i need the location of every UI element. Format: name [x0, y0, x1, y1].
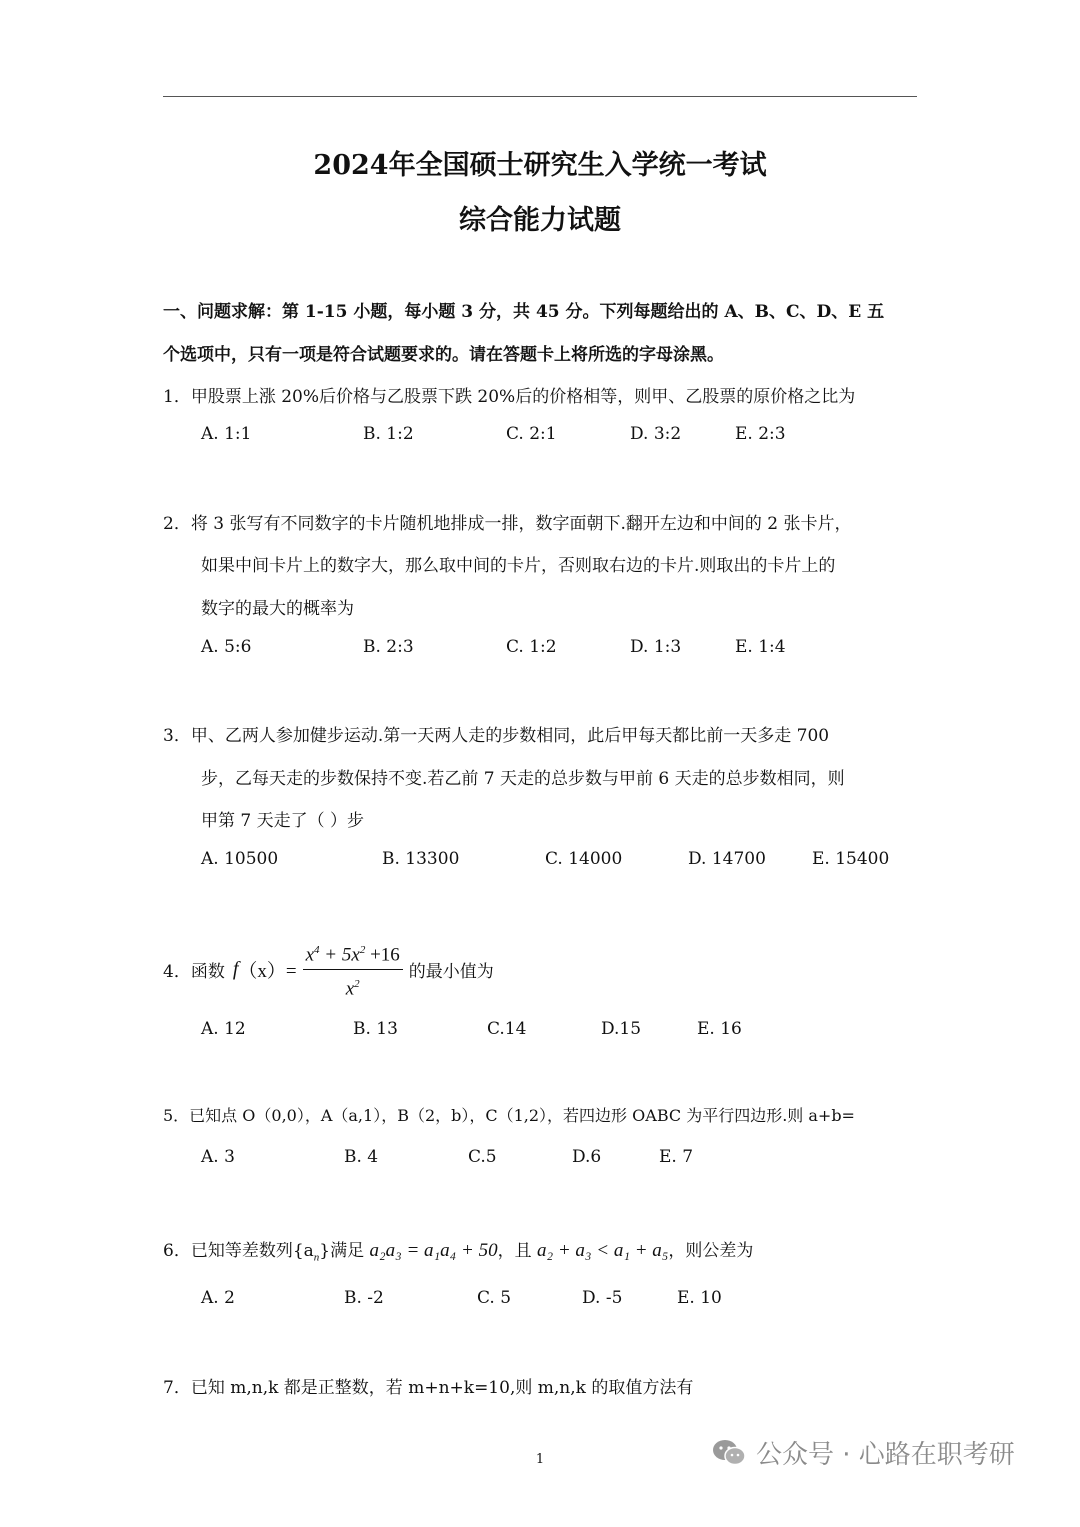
question-4-option-e: E. 16 [697, 1019, 742, 1039]
question-4-fraction [303, 936, 403, 1004]
question-1-option-d: D. 3:2 [630, 424, 682, 444]
question-5-option-c: C.5 [468, 1147, 497, 1167]
question-2-option-c: C. 1:2 [506, 637, 557, 657]
question-6-condition-2: a₂ + a₃ < a₁ + a₅ [537, 1240, 669, 1261]
question-4-text [163, 936, 494, 1004]
question-5-option-e: E. 7 [659, 1147, 694, 1167]
question-3-option-d: D. 14700 [688, 849, 766, 869]
question-6-option-d: D. -5 [582, 1288, 623, 1308]
question-5-option-d: D.6 [572, 1147, 602, 1167]
question-3-option-a: A. 10500 [201, 849, 279, 869]
question-4-numerator: $x^4 + 5x^2 +16$ [303, 936, 403, 970]
question-4-option-b: B. 13 [353, 1019, 398, 1039]
question-3-text-line3: 甲第 7 天走了（ ）步 [201, 811, 365, 831]
question-1-option-a: A. 1:1 [201, 424, 252, 444]
question-6-option-a: A. 2 [201, 1288, 235, 1308]
watermark [712, 1434, 1015, 1471]
question-3-option-b: B. 13300 [382, 849, 460, 869]
question-1-option-c: C. 2:1 [506, 424, 557, 444]
question-2-option-d: D. 1:3 [630, 637, 682, 657]
question-3-option-e: E. 15400 [812, 849, 890, 869]
question-4-function-arg: （x）= [238, 961, 297, 983]
question-2-option-e: E. 1:4 [735, 637, 786, 657]
question-6-suffix: ，则公差为 [668, 1241, 754, 1261]
question-4-suffix: 的最小值为 [408, 962, 494, 983]
question-6-option-c: C. 5 [477, 1288, 512, 1308]
header-rule [163, 96, 917, 97]
question-3-text-line1: 3．甲、乙两人参加健步运动.第一天两人走的步数相同，此后甲每天都比前一天多走 700 [163, 726, 830, 746]
question-4-option-a: A. 12 [201, 1019, 246, 1039]
question-6-option-e: E. 10 [677, 1288, 722, 1308]
watermark-text: 公众号 · 心路在职考研 [756, 1440, 1015, 1470]
question-1-option-b: B. 1:2 [363, 424, 414, 444]
question-2-text-line2: 如果中间卡片上的数字大，那么取中间的卡片，否则取右边的卡片.则取出的卡片上的 [201, 556, 836, 576]
question-7-text: 7．已知 m,n,k 都是正整数，若 m+n+k=10,则 m,n,k 的取值方法有 [163, 1378, 694, 1398]
question-1-option-e: E. 2:3 [735, 424, 786, 444]
section-instructions-line1: 一、问题求解：第 1-15 小题，每小题 3 分，共 45 分。下列每题给出的 A、B、C、D、E 五 [163, 302, 885, 322]
question-6-condition-1: a₂a₃ = a₁a₄ + 50 [369, 1240, 498, 1261]
question-6-option-b: B. -2 [344, 1288, 384, 1308]
question-1-text: 1．甲股票上涨 20%后价格与乙股票下跌 20%后的价格相等，则甲、乙股票的原价格之比为 [163, 387, 856, 407]
question-6-mid: }满足 [319, 1241, 370, 1261]
question-5-option-a: A. 3 [201, 1147, 235, 1167]
question-5-text: 5．已知点 O（0,0），A（a,1），B（2，b），C（1,2），若四边形 OABC 为平行四边形.则 a+b= [163, 1106, 855, 1125]
question-6-text [163, 1236, 753, 1263]
question-4-function-name: f [232, 958, 239, 981]
section-instructions-line2: 个选项中，只有一项是符合试题要求的。请在答题卡上将所选的字母涂黑。 [163, 345, 724, 365]
question-6-prefix: 6．已知等差数列{a [163, 1241, 314, 1261]
exam-subtitle: 综合能力试题 [459, 205, 621, 236]
question-4-prefix: 4．函数 [163, 962, 225, 983]
question-3-option-c: C. 14000 [545, 849, 623, 869]
question-6-mid2: ，且 [497, 1241, 537, 1261]
question-6-sequence-subscript: n [313, 1251, 320, 1264]
question-4-option-d: D.15 [601, 1019, 642, 1039]
question-3-text-line2: 步，乙每天走的步数保持不变.若乙前 7 天走的总步数与甲前 6 天走的总步数相同，则 [201, 769, 845, 789]
question-2-option-b: B. 2:3 [363, 637, 414, 657]
wechat-icon [712, 1438, 746, 1468]
question-4-denominator: $x^2$ [345, 978, 360, 1000]
question-5-option-b: B. 4 [344, 1147, 379, 1167]
question-2-text-line1: 2．将 3 张写有不同数字的卡片随机地排成一排，数字面朝下.翻开左边和中间的 2 张卡片， [163, 514, 852, 534]
question-2-text-line3: 数字的最大的概率为 [201, 599, 354, 619]
page-number: 1 [535, 1452, 545, 1467]
question-2-option-a: A. 5:6 [201, 637, 252, 657]
question-4-option-c: C.14 [487, 1019, 527, 1039]
exam-title: 2024年全国硕士研究生入学统一考试 [313, 150, 767, 181]
